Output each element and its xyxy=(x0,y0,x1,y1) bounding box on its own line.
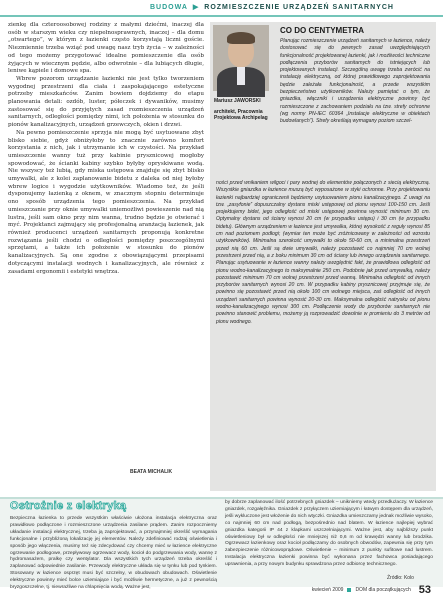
author-role: architekt, Pracownia Projektowa Archipelag xyxy=(214,108,268,121)
article-paragraph: Na pewno pomieszczenie sprzyja nie mogą być usytuowane zbyt blisko siebie, gdyż obniżyłoby to znacznie zarówno komfort korzystania z nich, jak i utrzymanie ich w czystości. Na przykład umieszczenie wanny tuż przy kabinie prysznicowej mogłoby spowodować, że ścianki kabiny szybko byłyby opryskiwane wodą. Nie wszyscy też lubią, gdy miska ustępowa znajduje się zbyt blisko umywalki, ale z kolei zaplanowanie bidetu z daleka od niej byłoby wbrew logice i wygodzie użytkowników. Wiadomo też, że jeśli dysponujemy łazienką z oknem, w znacznym stopniu determinuje ono sposób urządzenia tego pomieszczenia. Na przykład umieszczanie przy oknie umywalki uniemożliwi powieszenie nad nią lustra, jeśli sam okno przy nim wanna, trudno będzie je otwierać i myć. Projektanci zajmujący się profesjonalną aranżacją łazienek, jak również producenci urządzeń sanitarnych proponują konkretne rozwiązania jeśli chodzi o odległości pomiędzy poszczególnymi sprzętami, a także ich położenie w stosunku do pionów kanalizacyjnych. Są one zgodne z obowiązującymi przepisami dotyczącymi instalacji wodnych i kanalizacyjnych, ale również z zasadami ergonomii i estetyki wnętrza. xyxy=(8,129,204,275)
author-photo xyxy=(213,25,269,91)
article-paragraph: Wbrew pozorom urządzanie łazienki nie jest tylko tworzeniem wygodnej przestrzeni dla ciała i zaspokajającego estetyczne potrzeby mieszkańców. Zanim bowiem dojdziemy do etapu planowania detali: ozdób, luster, półeczek i dywaników, musimy zastosować się do przyjętych zasad rozmieszczenia urządzeń sanitarnych, odległości pomiędzy nimi, ich położenia w stosunku do pionów kanalizacyjnych, urządzeń grzewczych, okien i drzwi. xyxy=(8,75,204,129)
box-paragraph-2: ności przed wnikaniem wilgoci i pary wodnej do elementów połączonych z siecią elektryczną. Wszystkie gniazdka w łazience muszą być wyposażone w styki ochronne. Przy projektowaniu łazienki najbardziej ograniczenii będziemy usytuowaniem pionu kanalizacyjnego. Z uwagi na tzw. „zasyfonie” dopuszczalny dystans miski ustępowej od pionu wynosi 100-150 cm. Jeśli projektujemy bidet, jego odległość od miski ustępowej powinna wynosić minimum 30 cm. Optymalny dystans od ściany wynosi 20 cm (w przypadku ustępu) i 30 cm (w przypadku bidetu). Głównym urządzeniem w łazience jest umywalka, której wysokość z reguły wynosi 85 cm nad poziomem podłogi; (wymiar ten może być zróżnicowany w zależności od wzrostu użytkowników). Minimalna szerokość umywalki to około 50-60 cm, a minimalna przestrzeń przed nią 60 cm. Jeśli są dwie umywalki, należy pozostawić co najmniej 70 cm wolnej przestrzeni przed nią, a z boku minimum 30 cm od ściany lub innego urządzenia sanitarnego. Planując usytuowanie w łazience wanny należy uwzględnić fakt, że prawidłowa odległość od pionu wodno-kanalizacyjnego to maksymalnie 250 cm. Podobnie jak przed umywalką, należy pozostawić minimum 70 cm wolnej przestrzeni przed wanną. Minimalna odległość od innych przyborów sanitarnych wynosi 20 cm. W przypadku kabiny prysznicowej przyjmuje się, że powinno się pozostawić przed nią około 100 cm wolnego miejsca, zaś odległość od innych urządzeń sanitarnych powinna wynosić 20-30 cm. Maksymalna odległość natrysku od pionu wodno-kanalizacyjnego wynosi 300 cm. Podłączenie wody do przyborów sanitarnych nie powinno stanowić problemu, możemy ją rozprowadzić dowolnie w promieniu do 3 metrów od pionu wodnego. xyxy=(216,180,430,325)
author-signature: BEATA MICHALIK xyxy=(130,469,173,475)
author-name: Mariusz JAWORSKI xyxy=(214,98,261,104)
section-right-text: by dobrze zaplanować ilość potrzebnych gniazdek – unikniemy wtedy przedłużaczy. W łazience gniazdek, rozgałęźnika. Gniazdek z przyłączem uziemiającym i łatwym dostępem dla urządzeń, jeśli wykluczone jest włożenie do nich wtyczki. Gniazdka umieszczamy jednak możliwie wysoko, co najmniej 60 cm nad podłogą, bezpośrednio nad blatem. W łazience najlepiej wybrać gniazdka kategorii IP 44 z klapkami uszczelniającymi. Ważne jest, aby najbliższy punkt oświetleniowy był w odległości nie mniejszej niż 0,6 m od krawędzi wanny lub brodzika. Ogrzewacz łazienkowy oraz kocioł podłączamy do osobnych obwodów, zapewnia się przy tym zabezpieczenie różnicowoprądowe. Oświetlenie – minimum 2 punkty sufitowe nad lustrem. Instalacja elektryczna łazienki powinna być wykonana przez fachowca posiadającego uprawnienia, a przy nowym budynku sprawdzona przez odbiorcę technicznego. xyxy=(225,500,433,568)
author-caption xyxy=(214,98,270,122)
page-footer xyxy=(312,584,431,596)
square-icon xyxy=(347,588,351,592)
header-title: ROZMIESZCZENIE URZĄDZEŃ SANITARNYCH xyxy=(204,3,394,11)
article-paragraph: zienkę dla czteroosobowej rodziny z małymi dziećmi, inaczej dla osób w starszym wieku czy niepełnosprawnych, inaczej – dla domu „otwartego”, w którym z łazienki często korzystają liczni goście. Niezmiennie trzeba wziąć pod uwagę nasz tryb życia – w zależności od tego możemy przygotować idealne pomieszczenie dla osób żyjących w wiecznym pędzie, albo odwrotnie – dla lubiących długie, leniwe kąpiele i domowe spa. xyxy=(8,22,204,75)
left-article-column xyxy=(8,22,204,492)
issue-date: kwiecień 2009 xyxy=(311,587,344,593)
section-title: Ostrożnie z elektryką xyxy=(10,500,127,512)
header-divider xyxy=(0,15,443,17)
source-credit: Źródło: Kolo xyxy=(387,575,414,581)
page-number: 53 xyxy=(418,584,431,596)
running-header xyxy=(150,0,443,14)
section-label: BUDOWA xyxy=(150,3,188,11)
box-title: CO DO CENTYMETRA xyxy=(280,26,364,35)
box-paragraph-1: Planując rozmieszczenie urządzeń sanitarnych w łazience, należy dostosować się do pewnych zasad uwzględniających funkcjonalność projektowanej łazienki, jak i możliwości techniczne podłączenia przyborów sanitarnych do istniejących lub projektowanych instalacji. Szczególną uwagę trzeba zwrócić na instalację elektryczną, od której prawidłowego zaprojektowania będzie zależała funkcjonalność, a przede wszystkim bezpieczeństwo użytkowników. Należy pamiętać o tym, że gniazdka, włączniki i urządzenia elektryczne powinny być rozmieszczone z zachowaniem podziału na tzw. strefy ochronne (wg normy PN-IEC 60364 „Instalacje elektryczne w obiektach budowlanych”). Strefy określają wymagany poziom szczel- xyxy=(280,38,430,125)
section-left-text: Bezpieczna łazienka to przede wszystkim właściwie ułożona instalacja elektryczna oraz prawidłowo podłączone i rozmieszczone urządzenia zasilane prądem. Zanim rozpoczniemy układanie instalacji elektrycznej, trzeba ją zaprojektować, a przynajmniej określić wymagania funkcjonalne i przybliżoną lokalizację jej elementów. Należy zdefiniować rodzaj oświetlenia i sposób jego włączenia, musimy też się zdecydować czy chcemy mieć w łazience elektryczne ogrzewanie podłogowe, przepływowy ogrzewacz wody, kocioł do podgrzewania wody, wannę z hydromasażem, pralkę czy wentylator. Dla wszystkich tych urządzeń trzeba określić i zaplanować odpowiednie zasilanie. Przewody elektryczne układa się w tynku lub pod tynkiem. Stosowany w łazience osprzęt musi być szczelny, w obudowach obudowach. Oświetlenie elektryczne powinny mieć bolce uziemiające i być możliwie hermetyczne, a już z pewnością bryzgoszczelne, tj. niewrażliwe na chlapnięcia wodą. Ważne jest, xyxy=(10,516,217,591)
magazine-name: DOM dla początkujących xyxy=(355,587,411,593)
arrow-icon: ▶ xyxy=(192,4,200,11)
